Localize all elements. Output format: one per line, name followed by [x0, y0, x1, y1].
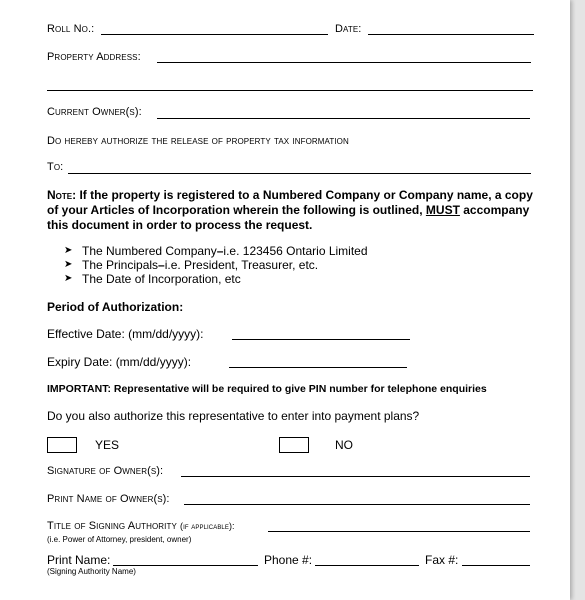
title-signing-field[interactable]: [268, 531, 530, 532]
important-label: IMPORTANT:: [47, 383, 111, 395]
note-text-2: accompany this document in order to process the request.: [47, 203, 530, 232]
note-text-1: If the property is registered to a Numbered Company or Company name, a copy of your Articles of Incorporation wherein the following is outlined,: [47, 188, 533, 217]
to-field[interactable]: [68, 173, 531, 174]
note-label: Note:: [47, 188, 77, 202]
date-label: Date:: [335, 23, 362, 35]
arrow-bullet-icon: ➤: [64, 259, 73, 270]
title-example: (i.e. Power of Attorney, president, owner): [47, 535, 192, 544]
phone-label: Phone #:: [264, 553, 313, 567]
no-checkbox[interactable]: [279, 437, 309, 453]
fax-field[interactable]: [462, 565, 530, 566]
effective-date-label: Effective Date: (mm/dd/yyyy):: [47, 327, 204, 341]
signature-owners-field[interactable]: [181, 476, 530, 477]
print-name-owners-field[interactable]: [184, 504, 530, 505]
important-text: Representative will be required to give PIN number for telephone enquiries: [110, 383, 487, 395]
list-item: ➤ The Date of Incorporation, etc: [64, 272, 241, 286]
print-name-owners-label: Print Name of Owner(s):: [47, 493, 170, 505]
roll-no-field[interactable]: [101, 34, 328, 35]
authorize-statement: Do hereby authorize the release of property tax information: [47, 135, 349, 147]
list-item: ➤ The Principals – i.e. President, Treasurer, etc.: [64, 258, 319, 272]
expiry-date-field[interactable]: [229, 367, 407, 368]
property-address-field-2[interactable]: [47, 90, 533, 91]
payment-question: Do you also authorize this representative to enter into payment plans?: [47, 409, 420, 423]
arrow-bullet-icon: ➤: [64, 245, 73, 256]
if-applicable: (if applicable):: [180, 521, 235, 531]
yes-label: YES: [95, 438, 120, 452]
fax-label: Fax #:: [425, 553, 459, 567]
to-label: To:: [47, 161, 64, 173]
print-name-label: Print Name:: [47, 553, 111, 567]
current-owners-field[interactable]: [157, 118, 530, 119]
no-label: NO: [335, 438, 353, 452]
note-paragraph: [47, 188, 547, 233]
effective-date-field[interactable]: [232, 339, 410, 340]
list-item: ➤ The Numbered Company – i.e. 123456 Ontario Limited: [64, 244, 368, 258]
print-name-sub: (Signing Authority Name): [47, 567, 136, 576]
period-heading: Period of Authorization:: [47, 300, 184, 314]
current-owners-label: Current Owner(s):: [47, 106, 142, 118]
signature-owners-label: Signature of Owner(s):: [47, 465, 164, 477]
expiry-date-label: Expiry Date: (mm/dd/yyyy):: [47, 355, 192, 369]
dash: –: [216, 244, 224, 258]
note-must: MUST: [425, 203, 460, 217]
requirements-list: [64, 244, 368, 286]
print-name-field[interactable]: [113, 565, 258, 566]
dash: –: [158, 258, 165, 272]
property-address-field-1[interactable]: [157, 62, 531, 63]
important-note: [47, 383, 487, 395]
title-signing-label: Title of Signing Authority (if applicable):: [47, 520, 235, 532]
arrow-bullet-icon: ➤: [64, 273, 73, 284]
yes-checkbox[interactable]: [47, 437, 77, 453]
property-address-label: Property Address:: [47, 51, 141, 63]
roll-no-label: Roll No.:: [47, 23, 95, 35]
date-field[interactable]: [368, 34, 534, 35]
phone-field[interactable]: [315, 565, 419, 566]
